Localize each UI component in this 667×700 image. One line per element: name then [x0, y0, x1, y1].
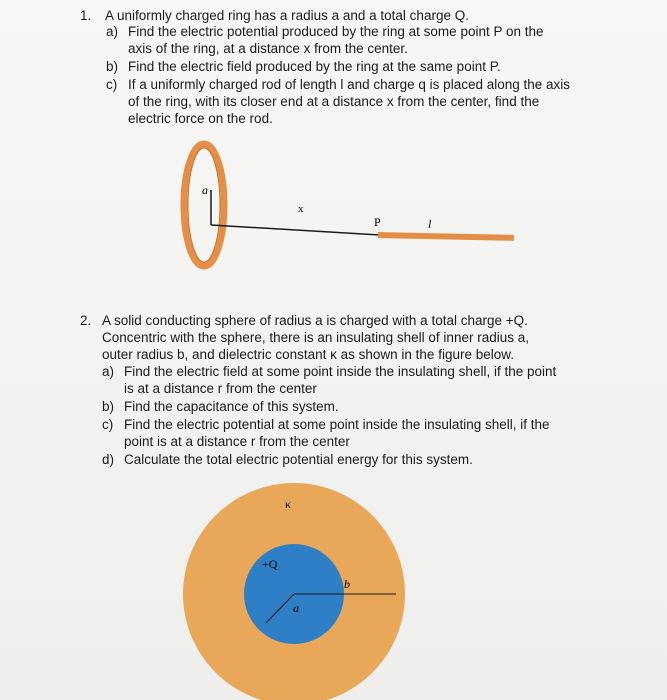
part-text: of the ring, with its closer end at a distance x from the center, find the: [128, 94, 540, 109]
question-1-number: 1.: [80, 8, 92, 23]
part-text: Find the electric field at some point inside the insulating shell, if the point: [124, 364, 557, 379]
part-label: d): [102, 452, 115, 467]
question-1-stem: A uniformly charged ring has a radius a and a total charge Q.: [105, 8, 469, 23]
question-1: [80, 8, 650, 128]
part-text: Find the capacitance of this system.: [124, 399, 339, 414]
question-2-stem-line: A solid conducting sphere of radius a is charged with a total charge +Q.: [102, 313, 528, 328]
sphere-shell-figure: [178, 478, 408, 700]
charge-label: +Q: [262, 557, 278, 571]
x-label: x: [298, 203, 304, 215]
radius-a-label: a: [293, 601, 299, 615]
ring-radius-label: a: [202, 183, 208, 197]
question-2-stem-line: Concentric with the sphere, there is an insulating shell of inner radius a,: [102, 330, 529, 345]
charged-ring: [184, 144, 224, 266]
question-2: [80, 313, 650, 483]
kappa-label: κ: [285, 497, 292, 511]
point-p-label: P: [374, 215, 381, 229]
part-text: If a uniformly charged rod of length l and charge q is placed along the axis: [128, 77, 571, 92]
part-label: b): [106, 59, 119, 74]
part-label: a): [102, 364, 115, 379]
part-label: b): [102, 399, 115, 414]
charged-ring-inner-edge: [188, 148, 220, 262]
rod-length-label: l: [428, 217, 432, 231]
part-text: Find the electric potential at some point inside the insulating shell, if the: [124, 417, 550, 432]
part-label: c): [106, 77, 118, 92]
part-text: Find the electric field produced by the ring at the same point P.: [128, 59, 501, 74]
question-2-number: 2.: [80, 313, 92, 328]
part-text: is at a distance r from the center: [124, 381, 317, 396]
part-text: Calculate the total electric potential energy for this system.: [124, 452, 473, 467]
question-2-stem-line: outer radius b, and dielectric constant κ as shown in the figure below.: [102, 347, 514, 362]
part-text: electric force on the rod.: [128, 111, 273, 126]
charged-rod: [378, 232, 514, 241]
part-text: axis of the ring, at a distance x from the center.: [128, 41, 408, 56]
axis-line: [211, 225, 380, 235]
part-label: a): [106, 24, 119, 39]
radius-b-label: b: [344, 577, 350, 591]
part-text: point is at a distance r from the center: [124, 434, 350, 449]
part-label: c): [102, 417, 114, 432]
ring-rod-figure: [170, 140, 530, 280]
part-text: Find the electric potential produced by the ring at some point P on the: [128, 24, 544, 39]
